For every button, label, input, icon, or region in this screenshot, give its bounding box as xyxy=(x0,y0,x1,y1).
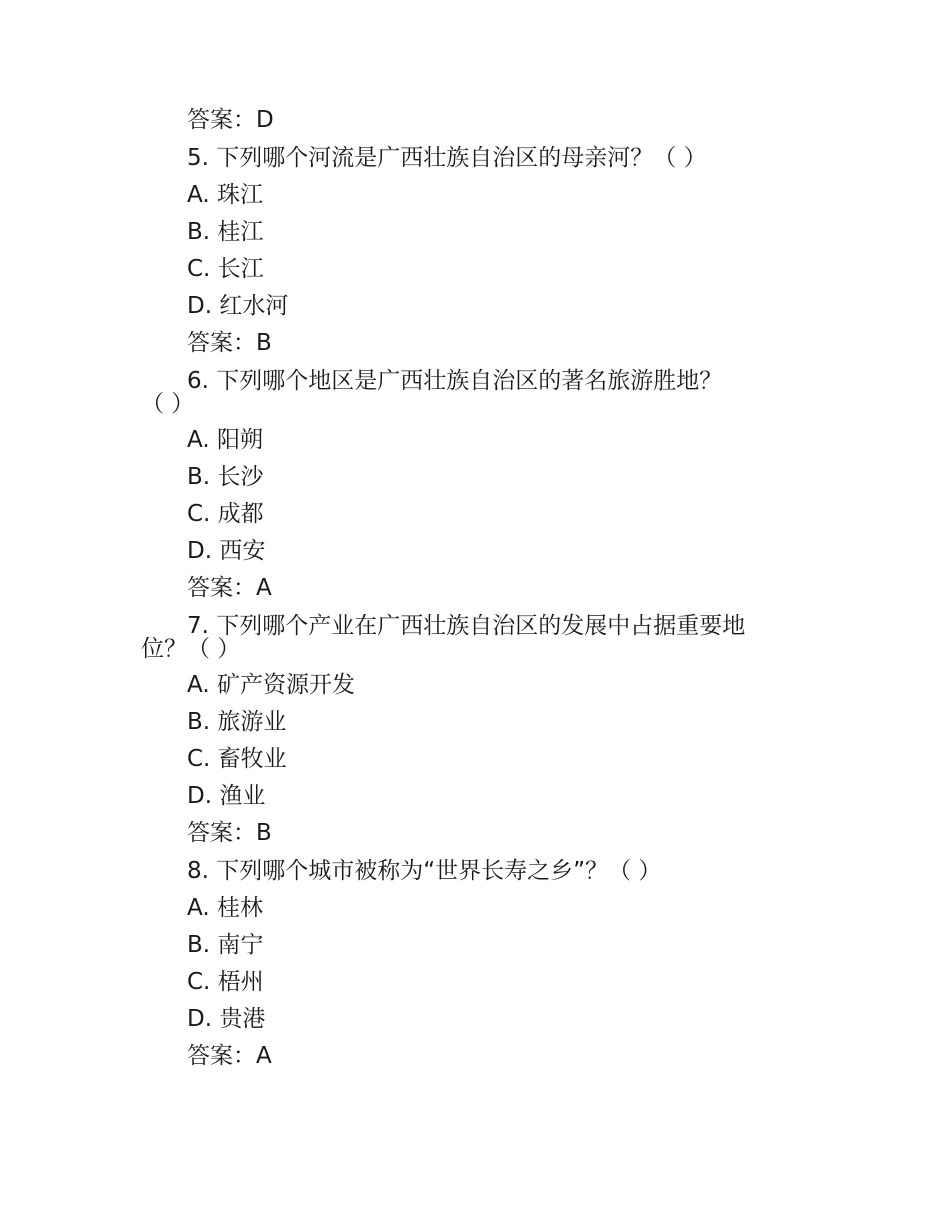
answer-4: 答案：D xyxy=(187,107,274,133)
q6-option-c: C. 成都 xyxy=(187,501,264,527)
q8-option-a: A. 桂林 xyxy=(187,895,263,921)
q5-option-a: A. 珠江 xyxy=(187,182,263,208)
question-7-wrap: 位？（ ） xyxy=(141,636,241,662)
q5-option-c: C. 长江 xyxy=(187,256,264,282)
question-5: 5. 下列哪个河流是广西壮族自治区的母亲河？（ ） xyxy=(187,145,707,171)
q6-option-a: A. 阳朔 xyxy=(187,427,263,453)
answer-7: 答案：B xyxy=(187,820,272,846)
q6-option-d: D. 西安 xyxy=(187,538,266,564)
q7-option-c: C. 畜牧业 xyxy=(187,746,287,772)
q5-option-d: D. 红水河 xyxy=(187,293,289,319)
question-7: 7. 下列哪个产业在广西壮族自治区的发展中占据重要地 xyxy=(187,613,746,639)
q6-option-b: B. 长沙 xyxy=(187,464,264,490)
q7-option-a: A. 矿产资源开发 xyxy=(187,672,355,698)
answer-6: 答案：A xyxy=(187,575,272,601)
question-8: 8. 下列哪个城市被称为“世界长寿之乡”？（ ） xyxy=(187,858,662,884)
q8-option-b: B. 南宁 xyxy=(187,932,264,958)
answer-8: 答案：A xyxy=(187,1043,272,1069)
q8-option-d: D. 贵港 xyxy=(187,1006,266,1032)
q8-option-c: C. 梧州 xyxy=(187,969,264,995)
q7-option-b: B. 旅游业 xyxy=(187,709,287,735)
q7-option-d: D. 渔业 xyxy=(187,783,266,809)
answer-5: 答案：B xyxy=(187,330,272,356)
q5-option-b: B. 桂江 xyxy=(187,219,264,245)
question-6: 6. 下列哪个地区是广西壮族自治区的著名旅游胜地？ xyxy=(187,368,723,394)
question-6-wrap: （ ） xyxy=(141,391,195,417)
